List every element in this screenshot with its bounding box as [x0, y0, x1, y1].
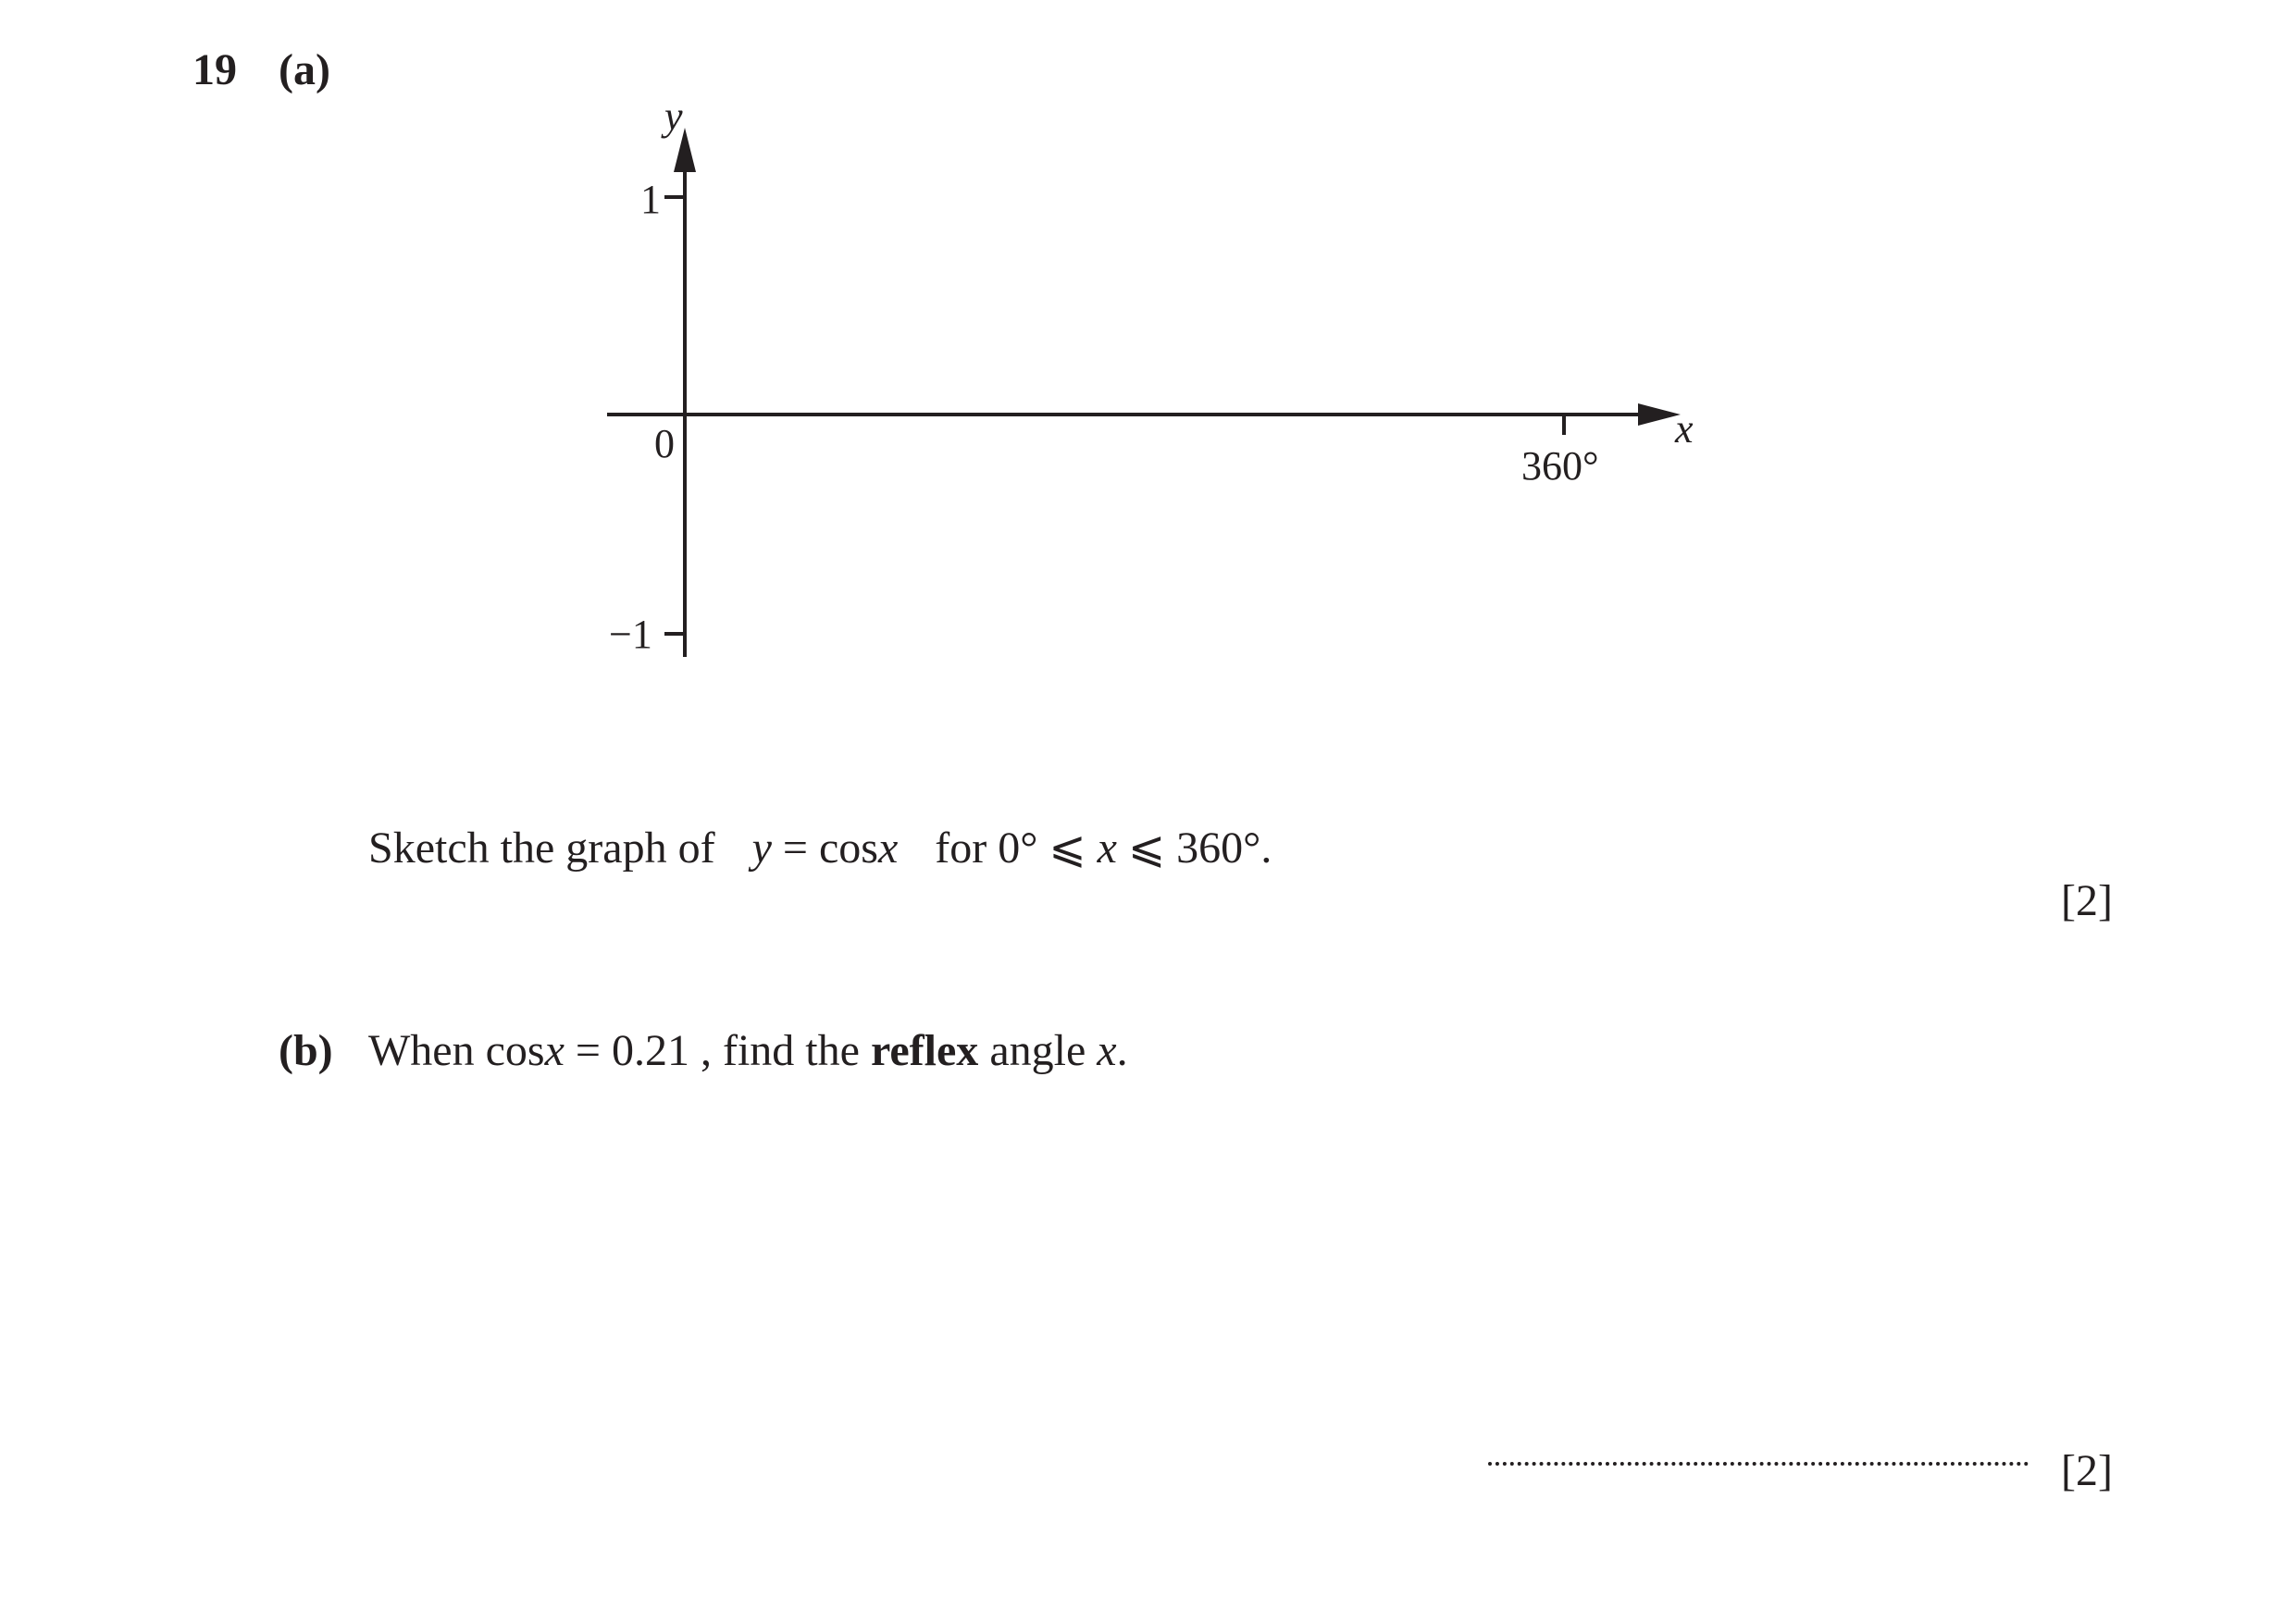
- b-period: .: [1116, 1026, 1128, 1075]
- b-emph: reflex: [870, 1026, 979, 1075]
- y-tick-bottom-label: −1: [609, 612, 652, 657]
- range-suffix: ⩽ 360°.: [1127, 823, 1272, 873]
- x-axis-label: x: [1675, 406, 1694, 452]
- part-b-marks: [2]: [2061, 1446, 2113, 1495]
- eq-rel: = cos: [782, 823, 878, 873]
- answer-line[interactable]: [1488, 1462, 2029, 1466]
- range-var: x: [1097, 823, 1117, 873]
- x-tick-360-label: 360°: [1521, 443, 1599, 489]
- range-prefix: for 0° ⩽: [935, 823, 1086, 873]
- part-a-instruction: [368, 823, 1272, 873]
- part-a-marks: [2]: [2061, 876, 2113, 925]
- b-var2: x: [1097, 1026, 1117, 1075]
- part-b-question: [368, 1026, 1128, 1075]
- b-text-prefix: When cos: [368, 1026, 545, 1075]
- question-number: 19: [192, 45, 237, 94]
- b-text-suffix: angle: [989, 1026, 1086, 1075]
- part-b-label: (b): [279, 1026, 333, 1075]
- y-tick-top-label: 1: [640, 177, 661, 222]
- b-var1: x: [544, 1026, 565, 1075]
- origin-label: 0: [654, 421, 675, 466]
- eq-y: y: [751, 823, 772, 873]
- y-axis-label: y: [664, 93, 683, 139]
- part-a-label: (a): [279, 45, 330, 94]
- b-text-mid: = 0.21 , find the: [575, 1026, 860, 1075]
- eq-x: x: [877, 823, 899, 873]
- instruction-prefix: Sketch the graph of: [368, 823, 715, 873]
